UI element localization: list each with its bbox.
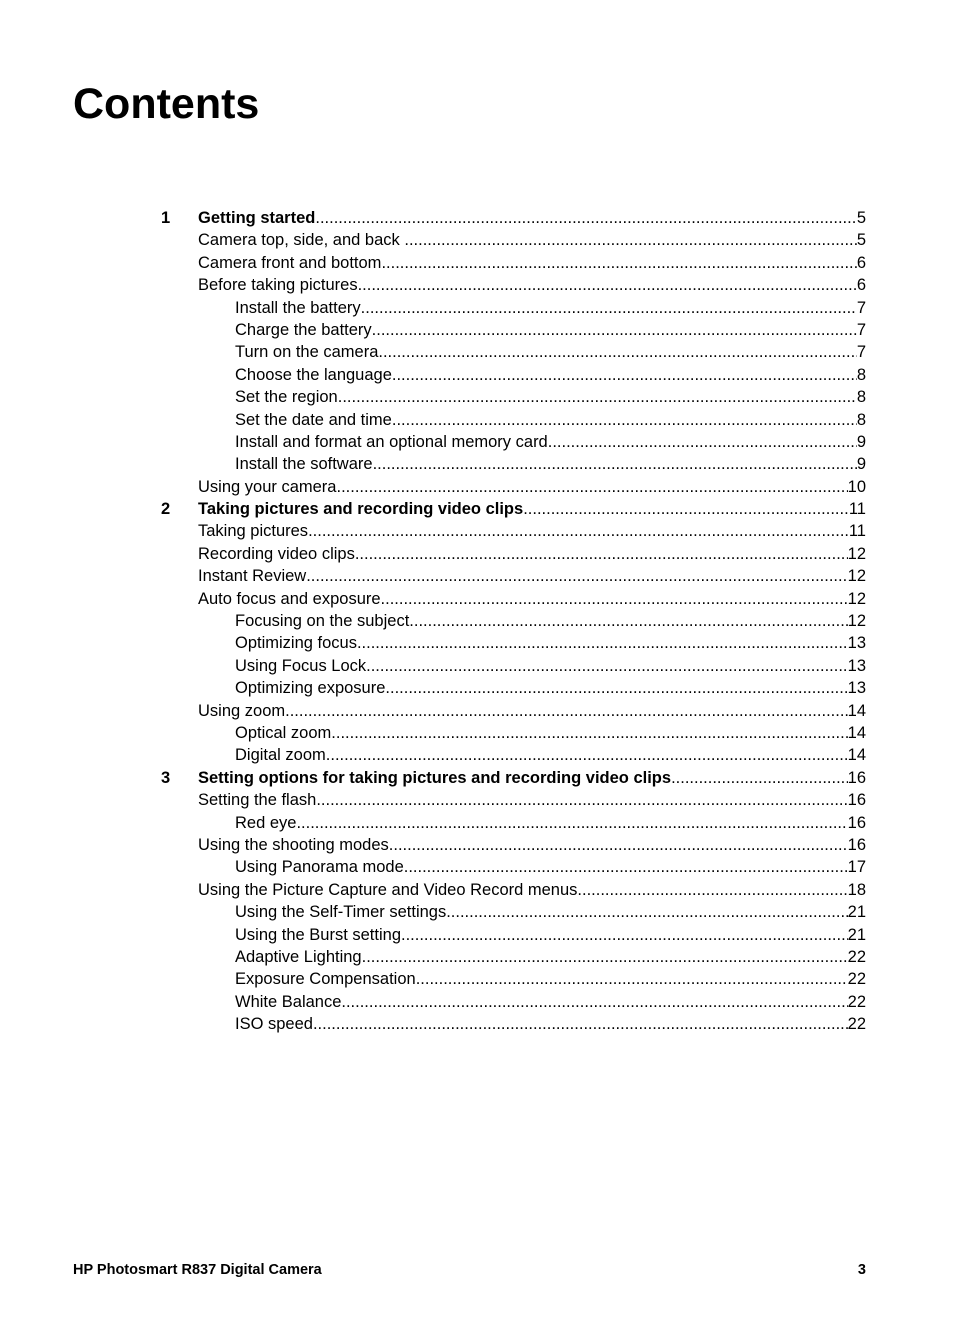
toc-entry[interactable]	[0, 856, 954, 878]
toc-dot-leader	[372, 319, 857, 341]
toc-dot-leader	[285, 700, 848, 722]
toc-page-number: 22	[847, 947, 866, 966]
toc-entry-label: Recording video clips	[198, 544, 355, 563]
table-of-contents	[0, 207, 954, 1035]
toc-page-number: 9	[856, 432, 866, 451]
toc-entry[interactable]	[0, 274, 954, 296]
toc-page-number: 18	[847, 880, 866, 899]
toc-dot-leader	[378, 341, 856, 363]
toc-entry-label: Using the Picture Capture and Video Record menus	[198, 880, 578, 899]
toc-dot-leader	[385, 677, 847, 699]
toc-entry[interactable]	[0, 588, 954, 610]
toc-page-number: 16	[847, 813, 866, 832]
toc-entry-line	[235, 364, 866, 386]
toc-entry[interactable]	[0, 297, 954, 319]
toc-entry[interactable]	[0, 879, 954, 901]
toc-entry[interactable]	[0, 789, 954, 811]
toc-dot-leader	[313, 1013, 848, 1035]
toc-page-number: 12	[847, 589, 866, 608]
toc-entry[interactable]	[0, 252, 954, 274]
toc-entry-line	[235, 431, 866, 453]
toc-dot-leader	[308, 520, 849, 542]
toc-entry[interactable]	[0, 812, 954, 834]
toc-entry-line	[235, 924, 866, 946]
toc-page-number: 21	[847, 925, 866, 944]
toc-page-number: 22	[847, 1015, 866, 1034]
toc-entry-label: Taking pictures and recording video clips	[198, 500, 524, 519]
toc-entry[interactable]	[0, 453, 954, 475]
toc-entry-label: Install the battery	[235, 298, 361, 317]
toc-dot-leader	[404, 229, 856, 251]
toc-entry-label: Red eye	[235, 813, 297, 832]
toc-page-number: 13	[847, 656, 866, 675]
toc-entry[interactable]	[0, 834, 954, 856]
toc-dot-leader	[409, 610, 847, 632]
toc-chapter-entry[interactable]	[0, 767, 954, 789]
toc-entry-line	[235, 901, 866, 923]
toc-entry-line	[235, 677, 866, 699]
toc-entry[interactable]	[0, 677, 954, 699]
toc-chapter-number: 3	[161, 768, 171, 787]
toc-entry-line	[198, 520, 866, 542]
toc-entry[interactable]	[0, 901, 954, 923]
toc-dot-leader	[315, 207, 856, 229]
toc-page-number: 12	[847, 612, 866, 631]
toc-entry-line	[235, 386, 866, 408]
toc-entry[interactable]	[0, 1013, 954, 1035]
toc-dot-leader	[389, 834, 848, 856]
toc-entry-label: Digital zoom	[235, 746, 326, 765]
toc-entry-line	[198, 229, 866, 251]
toc-entry-line	[235, 610, 866, 632]
toc-entry-line	[235, 655, 866, 677]
toc-entry[interactable]	[0, 364, 954, 386]
toc-entry-line	[235, 946, 866, 968]
toc-page-number: 22	[847, 992, 866, 1011]
toc-page-number: 16	[847, 791, 866, 810]
toc-entry[interactable]	[0, 700, 954, 722]
toc-page-number: 7	[856, 320, 866, 339]
toc-dot-leader	[331, 722, 847, 744]
toc-dot-leader	[338, 386, 857, 408]
toc-dot-leader	[358, 274, 857, 296]
toc-dot-leader	[357, 632, 848, 654]
toc-dot-leader	[336, 476, 847, 498]
toc-entry-line	[198, 789, 866, 811]
toc-entry-label: Exposure Compensation	[235, 970, 416, 989]
toc-entry-label: Instant Review	[198, 567, 307, 586]
toc-entry[interactable]	[0, 229, 954, 251]
toc-entry-label: Install and format an optional memory card	[235, 432, 548, 451]
toc-page-number: 9	[856, 455, 866, 474]
toc-page-number: 13	[847, 679, 866, 698]
toc-page-number: 6	[856, 276, 866, 295]
toc-entry[interactable]	[0, 520, 954, 542]
toc-entry-line	[235, 722, 866, 744]
toc-entry-line	[198, 252, 866, 274]
toc-entry-line	[235, 341, 866, 363]
footer-page-number: 3	[857, 1262, 866, 1278]
toc-dot-leader	[361, 297, 857, 319]
toc-chapter-number: 1	[161, 209, 171, 227]
toc-entry[interactable]	[0, 722, 954, 744]
toc-entry[interactable]	[0, 968, 954, 990]
toc-entry[interactable]	[0, 409, 954, 431]
toc-page-number: 21	[847, 903, 866, 922]
toc-page-number: 22	[847, 970, 866, 989]
toc-page-number: 16	[847, 768, 866, 787]
toc-page-number: 14	[847, 723, 866, 742]
toc-entry-line	[198, 879, 866, 901]
toc-dot-leader	[373, 453, 857, 475]
toc-chapter-entry[interactable]	[0, 498, 954, 520]
toc-entry[interactable]	[0, 341, 954, 363]
toc-dot-leader	[306, 565, 847, 587]
toc-entry-line	[235, 856, 866, 878]
toc-entry-label: Setting the flash	[198, 791, 317, 810]
toc-dot-leader	[366, 655, 848, 677]
toc-dot-leader	[577, 879, 847, 901]
toc-entry-label: Using the Self-Timer settings	[235, 903, 447, 922]
toc-entry-line	[235, 1013, 866, 1035]
toc-entry-line	[235, 812, 866, 834]
toc-dot-leader	[392, 409, 857, 431]
toc-dot-leader	[355, 543, 848, 565]
toc-dot-leader	[362, 946, 848, 968]
toc-dot-leader	[523, 498, 849, 520]
toc-entry[interactable]	[0, 632, 954, 654]
toc-entry[interactable]	[0, 543, 954, 565]
toc-entry-line	[235, 744, 866, 766]
page-title: Contents	[73, 80, 260, 128]
toc-page-number: 5	[856, 209, 866, 227]
toc-page-number: 10	[847, 477, 866, 496]
toc-entry-line	[198, 207, 866, 229]
toc-entry-line	[235, 297, 866, 319]
toc-dot-leader	[446, 901, 847, 923]
toc-dot-leader	[416, 968, 848, 990]
toc-dot-leader	[381, 252, 856, 274]
toc-entry-label: Setting options for taking pictures and recording video clips	[198, 768, 672, 787]
toc-entry-label: Set the region	[235, 388, 338, 407]
toc-entry-label: Charge the battery	[235, 320, 372, 339]
toc-entry-label: Optical zoom	[235, 723, 332, 742]
toc-entry[interactable]	[0, 744, 954, 766]
toc-entry-label: Before taking pictures	[198, 276, 358, 295]
toc-entry-label: Using the shooting modes	[198, 835, 389, 854]
toc-page-number: 12	[847, 567, 866, 586]
toc-entry-line	[198, 543, 866, 565]
toc-page-number: 16	[847, 835, 866, 854]
toc-dot-leader	[404, 856, 848, 878]
toc-entry-label: Getting started	[198, 209, 316, 227]
toc-entry-label: Adaptive Lighting	[235, 947, 362, 966]
toc-entry[interactable]	[0, 431, 954, 453]
toc-page-number: 14	[847, 746, 866, 765]
toc-entry-label: Choose the language	[235, 365, 392, 384]
toc-entry-label: Optimizing exposure	[235, 679, 386, 698]
toc-page-number: 17	[847, 858, 866, 877]
toc-page-number: 8	[856, 365, 866, 384]
toc-entry-label: ISO speed	[235, 1015, 313, 1034]
toc-page-number: 7	[856, 343, 866, 362]
toc-entry-label: Install the software	[235, 455, 373, 474]
toc-page-number: 5	[856, 231, 866, 250]
toc-entry-line	[198, 476, 866, 498]
toc-entry-line	[198, 588, 866, 610]
toc-entry[interactable]	[0, 610, 954, 632]
toc-dot-leader	[316, 789, 847, 811]
toc-entry-label: Optimizing focus	[235, 634, 357, 653]
toc-page-number: 8	[856, 388, 866, 407]
toc-entry-label: Using your camera	[198, 477, 337, 496]
toc-entry-label: Turn on the camera	[235, 343, 379, 362]
toc-entry[interactable]	[0, 319, 954, 341]
toc-entry-line	[198, 767, 866, 789]
toc-dot-leader	[401, 924, 848, 946]
toc-entry[interactable]	[0, 476, 954, 498]
toc-entry[interactable]	[0, 991, 954, 1013]
toc-dot-leader	[326, 744, 848, 766]
toc-entry-label: Using Focus Lock	[235, 656, 367, 675]
toc-entry-line	[235, 453, 866, 475]
toc-entry-label: Using zoom	[198, 701, 286, 720]
toc-dot-leader	[671, 767, 848, 789]
toc-entry-label: Taking pictures	[198, 522, 309, 541]
toc-entry-line	[235, 409, 866, 431]
toc-entry-line	[198, 565, 866, 587]
toc-page-number: 7	[856, 298, 866, 317]
toc-page-number: 11	[848, 522, 866, 541]
toc-entry[interactable]	[0, 946, 954, 968]
toc-entry-label: Using Panorama mode	[235, 858, 404, 877]
toc-entry-line	[235, 991, 866, 1013]
toc-entry[interactable]	[0, 565, 954, 587]
toc-page-number: 6	[856, 253, 866, 272]
toc-dot-leader	[341, 991, 847, 1013]
toc-chapter-entry[interactable]	[0, 207, 954, 229]
toc-page-number: 14	[847, 701, 866, 720]
toc-dot-leader	[381, 588, 848, 610]
toc-entry-label: Camera top, side, and back	[198, 231, 405, 250]
toc-entry[interactable]	[0, 386, 954, 408]
toc-entry-line	[198, 834, 866, 856]
toc-entry[interactable]	[0, 655, 954, 677]
toc-entry-line	[235, 632, 866, 654]
toc-page-number: 13	[847, 634, 866, 653]
toc-entry-label: White Balance	[235, 992, 342, 1011]
toc-page-number: 11	[848, 500, 866, 519]
toc-entry-line	[235, 968, 866, 990]
toc-entry-line	[198, 498, 866, 520]
footer-product-name: HP Photosmart R837 Digital Camera	[73, 1262, 322, 1278]
toc-entry-label: Set the date and time	[235, 410, 392, 429]
toc-dot-leader	[392, 364, 857, 386]
toc-entry-label: Camera front and bottom	[198, 253, 382, 272]
toc-entry-line	[198, 274, 866, 296]
toc-entry-line	[235, 319, 866, 341]
toc-dot-leader	[296, 812, 847, 834]
toc-chapter-number: 2	[161, 500, 171, 519]
toc-entry-line	[198, 700, 866, 722]
toc-page-number: 12	[847, 544, 866, 563]
toc-entry-label: Focusing on the subject	[235, 612, 410, 631]
toc-page-number: 8	[856, 410, 866, 429]
toc-dot-leader	[548, 431, 857, 453]
toc-entry-label: Auto focus and exposure	[198, 589, 381, 608]
toc-entry-label: Using the Burst setting	[235, 925, 401, 944]
toc-entry[interactable]	[0, 924, 954, 946]
